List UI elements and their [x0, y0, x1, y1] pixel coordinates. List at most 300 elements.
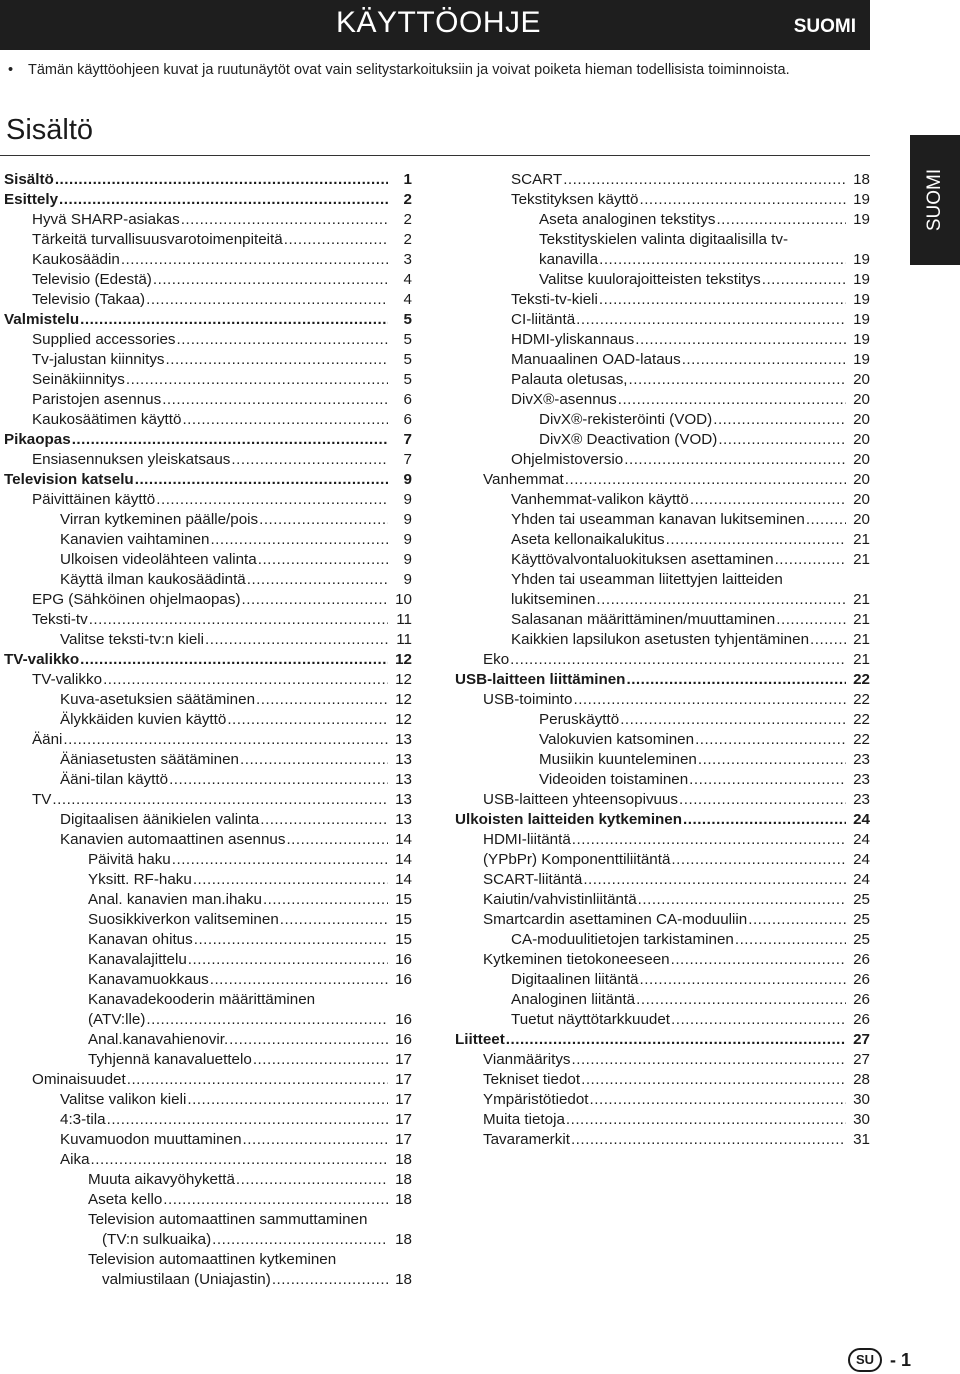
toc-entry-title: Hyvä SHARP-asiakas	[32, 211, 180, 228]
toc-entry-page: 13	[395, 791, 412, 808]
dot-leader	[80, 650, 388, 670]
toc-entry-title: USB-toiminto	[483, 691, 573, 708]
toc-entry	[4, 750, 412, 770]
toc-entry-title: HDMI-liitäntä	[483, 831, 571, 848]
toc-entry-page: 3	[403, 251, 412, 268]
toc-entry	[4, 370, 412, 390]
toc-entry-page: 21	[853, 651, 870, 668]
toc-entry-page: 30	[853, 1111, 870, 1128]
toc-entry-page: 19	[853, 251, 870, 268]
toc-entry-page: 20	[853, 411, 870, 428]
toc-entry	[4, 1110, 412, 1130]
toc-entry-title: Pikaopas	[4, 431, 71, 448]
toc-entry-page: 16	[395, 971, 412, 988]
toc-entry	[4, 230, 412, 250]
dot-leader	[576, 310, 846, 330]
toc-entry-page: 17	[395, 1071, 412, 1088]
toc-entry	[4, 1130, 412, 1150]
toc-entry	[4, 490, 412, 510]
toc-entry-page: 26	[853, 951, 870, 968]
notice-text: Tämän käyttöohjeen kuvat ja ruutunäytöt ovat vain selitystarkoituksiin ja voivat poiketa hieman todellisista toiminnoista.	[28, 62, 790, 78]
toc-entry-title: Aseta kello	[88, 1191, 163, 1208]
toc-entry-page: 19	[853, 191, 870, 208]
toc-entry	[4, 1010, 412, 1030]
dot-leader	[72, 430, 388, 450]
toc-entry-page: 20	[853, 371, 870, 388]
dot-leader	[55, 170, 388, 190]
toc-entry-title: Vianmääritys	[483, 1051, 571, 1068]
toc-entry	[455, 1070, 870, 1090]
toc-entry	[455, 490, 870, 510]
toc-entry-title: Ulkoisten laitteiden kytkeminen	[455, 811, 683, 828]
toc-entry	[4, 1170, 412, 1190]
toc-entry	[4, 350, 412, 370]
toc-entry-title: Palauta oletusas,	[511, 371, 628, 388]
dot-leader	[256, 690, 388, 710]
toc-entry	[455, 890, 870, 910]
dot-leader	[127, 1070, 388, 1090]
dot-leader	[272, 1270, 388, 1290]
toc-entry-title: USB-laitteen liittäminen	[455, 671, 626, 688]
dot-leader	[210, 970, 388, 990]
toc-entry-page: 17	[395, 1131, 412, 1148]
dot-leader	[748, 910, 846, 930]
toc-entry	[4, 430, 412, 450]
dot-leader	[690, 490, 846, 510]
dot-leader	[135, 470, 388, 490]
toc-entry	[455, 390, 870, 410]
toc-entry	[4, 890, 412, 910]
dot-leader	[121, 250, 388, 270]
toc-entry-page: 30	[853, 1091, 870, 1108]
toc-entry-page: 24	[853, 831, 870, 848]
toc-entry-title: DivX®-asennus	[511, 391, 617, 408]
toc-entry-page: 21	[853, 591, 870, 608]
dot-leader	[573, 690, 846, 710]
toc-entry-page: 19	[853, 311, 870, 328]
toc-entry-page: 13	[395, 811, 412, 828]
toc-entry-page: 2	[403, 211, 412, 228]
toc-entry-page: 13	[395, 751, 412, 768]
toc-entry-page: 26	[853, 971, 870, 988]
toc-entry	[4, 910, 412, 930]
toc-entry-title: Ensiasennuksen yleiskatsaus	[32, 451, 231, 468]
toc-entry-title: SCART-liitäntä	[483, 871, 583, 888]
dot-leader	[188, 950, 388, 970]
toc-entry	[4, 270, 412, 290]
toc-entry	[4, 610, 412, 630]
toc-entry-title: Ääni-tilan käyttö	[60, 771, 169, 788]
dot-leader	[671, 950, 846, 970]
toc-entry-title: Tuetut näyttötarkkuudet	[511, 1011, 671, 1028]
toc-entry	[4, 1270, 412, 1290]
toc-entry	[4, 630, 412, 650]
toc-entry-title: Ominaisuudet	[32, 1071, 126, 1088]
dot-leader	[682, 350, 846, 370]
dot-leader	[566, 1110, 846, 1130]
toc-entry	[455, 1030, 870, 1050]
dot-leader	[599, 250, 846, 270]
dot-leader	[263, 890, 388, 910]
toc-entry-title: Kytkeminen tietokoneeseen	[483, 951, 670, 968]
toc-entry-page: 14	[395, 871, 412, 888]
toc-entry-page: 18	[395, 1271, 412, 1288]
dot-leader	[231, 450, 388, 470]
toc-entry-title: SCART	[511, 171, 563, 188]
toc-entry-title: Musiikin kuunteleminen	[539, 751, 697, 768]
toc-entry-title: Ääni	[32, 731, 63, 748]
toc-entry	[4, 790, 412, 810]
toc-entry-title: Anal. kanavien man.ihaku	[88, 891, 262, 908]
toc-entry	[4, 990, 412, 1010]
toc-entry-page: 21	[853, 531, 870, 548]
toc-entry	[4, 450, 412, 470]
dot-leader	[689, 770, 846, 790]
toc-entry-page: 22	[853, 731, 870, 748]
dot-leader	[581, 1070, 846, 1090]
toc-entry-title: TV-valikko	[32, 671, 103, 688]
toc-entry	[455, 190, 870, 210]
document-title: KÄYTTÖOHJE	[336, 6, 542, 39]
dot-leader	[620, 710, 846, 730]
toc-entry	[455, 930, 870, 950]
toc-entry-page: 9	[403, 571, 412, 588]
side-tab-label: SUOMI	[924, 168, 945, 232]
toc-entry-page: 9	[403, 531, 412, 548]
dot-leader	[713, 410, 846, 430]
toc-entry-page: 6	[403, 391, 412, 408]
toc-entry-title: Kaiutin/vahvistinliitäntä	[483, 891, 637, 908]
dot-leader	[146, 1010, 388, 1030]
toc-entry-page: 2	[403, 231, 412, 248]
toc-entry-page: 16	[395, 1011, 412, 1028]
toc-entry-title: Television katselu	[4, 471, 134, 488]
toc-entry-page: 31	[853, 1131, 870, 1148]
toc-entry-page: 16	[395, 1031, 412, 1048]
dot-leader	[146, 290, 388, 310]
dot-leader	[671, 850, 846, 870]
toc-entry-page: 27	[853, 1051, 870, 1068]
toc-entry-title: Kanavan ohitus	[88, 931, 193, 948]
dot-leader	[510, 650, 846, 670]
toc-entry-title: Kaikkien lapsilukon asetusten tyhjentäminen	[511, 631, 810, 648]
toc-entry-title: Valitse valikon kieli	[60, 1091, 187, 1108]
dot-leader	[626, 670, 846, 690]
toc-entry-title: Vanhemmat-valikon käyttö	[511, 491, 689, 508]
dot-leader	[572, 1050, 846, 1070]
toc-entry	[4, 930, 412, 950]
dot-leader	[716, 210, 846, 230]
dot-leader	[565, 470, 846, 490]
toc-entry	[4, 210, 412, 230]
toc-entry-page: 23	[853, 791, 870, 808]
toc-entry-page: 9	[403, 471, 412, 488]
page-number: - 1	[890, 1349, 912, 1370]
toc-entry-title: Digitaalisen äänikielen valinta	[60, 811, 260, 828]
toc-entry-page: 20	[853, 471, 870, 488]
toc-entry	[455, 830, 870, 850]
toc-entry-title: Kuva-asetuksien säätäminen	[60, 691, 256, 708]
toc-entry	[4, 710, 412, 730]
dot-leader	[205, 630, 388, 650]
toc-entry-title: Kuvamuodon muuttaminen	[60, 1131, 242, 1148]
dot-leader	[284, 230, 388, 250]
toc-entry-page: 13	[395, 731, 412, 748]
toc-entry	[4, 530, 412, 550]
toc-entry	[455, 550, 870, 570]
toc-entry-title: Suosikkiverkon valitseminen	[88, 911, 279, 928]
toc-entry	[4, 950, 412, 970]
toc-entry	[455, 810, 870, 830]
toc-entry-title: 4:3-tila	[60, 1111, 106, 1128]
dot-leader	[506, 1030, 846, 1050]
toc-entry-page: 28	[853, 1071, 870, 1088]
toc-entry	[455, 330, 870, 350]
dot-leader	[775, 550, 846, 570]
toc-entry-page: 14	[395, 851, 412, 868]
toc-entry-page: 7	[403, 431, 412, 448]
dot-leader	[762, 270, 846, 290]
toc-entry-title: Valitse teksti-tv:n kieli	[60, 631, 205, 648]
toc-entry-title: Digitaalinen liitäntä	[511, 971, 639, 988]
toc-entry-title: Anal.kanavahienovir.	[88, 1031, 229, 1048]
toc-entry-title: Liitteet	[455, 1031, 505, 1048]
dot-leader	[229, 1030, 388, 1050]
toc-entry	[4, 730, 412, 750]
toc-entry-page: 25	[853, 891, 870, 908]
toc-entry	[455, 1090, 870, 1110]
dot-leader	[89, 610, 388, 630]
dot-leader	[571, 1130, 846, 1150]
toc-entry-page: 17	[395, 1051, 412, 1068]
toc-right-column	[455, 170, 870, 1150]
toc-entry	[455, 410, 870, 430]
toc-entry	[455, 790, 870, 810]
dot-leader	[286, 830, 388, 850]
toc-entry-title: (YPbPr) Komponenttiliitäntä	[483, 851, 671, 868]
toc-entry-title: Manuaalinen OAD-lataus	[511, 351, 681, 368]
toc-entry-title: Tavaramerkit	[483, 1131, 570, 1148]
dot-leader	[280, 910, 388, 930]
toc-entry-page: 15	[395, 911, 412, 928]
toc-entry-title: Ulkoisen videolähteen valinta	[60, 551, 257, 568]
toc-entry-title: Eko	[483, 651, 510, 668]
toc-entry-title: Tekstityksen käyttö	[511, 191, 639, 208]
toc-entry-page: 22	[853, 711, 870, 728]
toc-entry-title: Televisio (Takaa)	[32, 291, 146, 308]
toc-entry	[4, 390, 412, 410]
toc-entry	[455, 1110, 870, 1130]
toc-entry-title: TV	[32, 791, 52, 808]
toc-entry-title: Aika	[60, 1151, 90, 1168]
dot-leader	[80, 310, 388, 330]
dot-leader	[718, 430, 846, 450]
toc-entry-page: 16	[395, 951, 412, 968]
dot-leader	[671, 1010, 846, 1030]
dot-leader	[91, 1150, 388, 1170]
toc-entry	[455, 910, 870, 930]
toc-entry-page: 19	[853, 271, 870, 288]
toc-entry-title: Kanavadekooderin määrittäminen	[88, 991, 316, 1008]
toc-entry-title: Tärkeitä turvallisuusvarotoimenpiteitä	[32, 231, 283, 248]
toc-entry-title: Tekniset tiedot	[483, 1071, 581, 1088]
toc-entry-page: 23	[853, 751, 870, 768]
toc-entry	[4, 570, 412, 590]
toc-entry-page: 12	[395, 651, 412, 668]
toc-entry-page: 5	[403, 371, 412, 388]
toc-entry-page: 4	[403, 291, 412, 308]
toc-entry	[455, 690, 870, 710]
toc-entry	[4, 1030, 412, 1050]
toc-entry-page: 12	[395, 691, 412, 708]
dot-leader	[735, 930, 846, 950]
toc-entry-page: 5	[403, 311, 412, 328]
toc-entry	[4, 830, 412, 850]
dot-leader	[666, 530, 846, 550]
toc-entry-title: Ääniasetusten säätäminen	[60, 751, 239, 768]
dot-leader	[636, 990, 846, 1010]
toc-entry-page: 18	[395, 1231, 412, 1248]
dot-leader	[806, 510, 846, 530]
dot-leader	[166, 350, 388, 370]
toc-entry	[455, 250, 870, 270]
dot-leader	[103, 670, 388, 690]
toc-entry-page: 15	[395, 931, 412, 948]
toc-entry	[4, 590, 412, 610]
dot-leader	[181, 210, 388, 230]
toc-entry-title: Supplied accessories	[32, 331, 176, 348]
toc-entry-title: Kaukosäätimen käyttö	[32, 411, 182, 428]
toc-entry-page: 6	[403, 411, 412, 428]
toc-entry-page: 21	[853, 611, 870, 628]
toc-entry-title: Seinäkiinnitys	[32, 371, 125, 388]
toc-entry-title: lukitseminen	[511, 591, 596, 608]
dot-leader	[243, 1130, 388, 1150]
toc-entry-page: 18	[395, 1191, 412, 1208]
dot-leader	[640, 970, 847, 990]
toc-entry-page: 11	[396, 631, 412, 648]
dot-leader	[810, 630, 846, 650]
toc-entry-page: 20	[853, 431, 870, 448]
toc-entry	[455, 1010, 870, 1030]
dot-leader	[193, 870, 388, 890]
toc-entry-title: Aseta analoginen tekstitys	[539, 211, 716, 228]
toc-entry	[4, 690, 412, 710]
dot-leader	[563, 170, 846, 190]
bullet-icon: •	[8, 62, 14, 78]
toc-entry-title: Tv-jalustan kiinnitys	[32, 351, 165, 368]
toc-entry-title: Teksti-tv	[32, 611, 88, 628]
toc-entry-page: 26	[853, 1011, 870, 1028]
section-title: Sisältö	[6, 114, 94, 146]
toc-entry-title: Videoiden toistaminen	[539, 771, 689, 788]
toc-entry-title: TV-valikko	[4, 651, 80, 668]
toc-entry	[4, 1070, 412, 1090]
toc-entry	[4, 1050, 412, 1070]
toc-entry-page: 27	[853, 1031, 870, 1048]
toc-entry	[4, 1150, 412, 1170]
toc-entry-page: 21	[853, 631, 870, 648]
toc-entry	[455, 650, 870, 670]
toc-entry-title: Yhden tai useamman kanavan lukitseminen	[511, 511, 805, 528]
toc-entry	[455, 370, 870, 390]
toc-entry-page: 9	[403, 551, 412, 568]
dot-leader	[182, 410, 388, 430]
dot-leader	[259, 510, 388, 530]
toc-entry-title: Kanavalajittelu	[88, 951, 187, 968]
toc-entry-page: 18	[853, 171, 870, 188]
dot-leader	[629, 370, 846, 390]
dot-leader	[599, 290, 846, 310]
toc-entry	[4, 190, 412, 210]
toc-entry	[4, 310, 412, 330]
toc-entry-page: 12	[395, 711, 412, 728]
toc-entry	[455, 730, 870, 750]
toc-entry-title: Tyhjennä kanavaluettelo	[88, 1051, 252, 1068]
toc-entry	[455, 1130, 870, 1150]
dot-leader	[210, 530, 388, 550]
toc-entry	[455, 350, 870, 370]
toc-entry	[4, 970, 412, 990]
toc-entry-page: 21	[853, 551, 870, 568]
toc-entry-title: Yksitt. RF-haku	[88, 871, 192, 888]
toc-entry-title: Paristojen asennus	[32, 391, 162, 408]
dot-leader	[52, 790, 388, 810]
toc-entry	[4, 670, 412, 690]
dot-leader	[624, 450, 846, 470]
header-language-label: SUOMI	[793, 16, 856, 37]
toc-entry-title: Päivitä haku	[88, 851, 171, 868]
toc-entry-page: 25	[853, 911, 870, 928]
toc-entry-title: Esittely	[4, 191, 59, 208]
toc-entry-page: 24	[853, 851, 870, 868]
toc-entry-page: 20	[853, 491, 870, 508]
toc-entry-title: Television automaattinen kytkeminen	[88, 1251, 337, 1268]
toc-entry	[455, 950, 870, 970]
toc-entry-page: 5	[403, 331, 412, 348]
toc-entry	[4, 550, 412, 570]
toc-entry-page: 24	[853, 871, 870, 888]
toc-entry-title: (ATV:lle)	[88, 1011, 146, 1028]
toc-entry-page: 10	[395, 591, 412, 608]
dot-leader	[683, 810, 846, 830]
dot-leader	[162, 390, 388, 410]
toc-entry-page: 13	[395, 771, 412, 788]
toc-entry	[4, 1230, 412, 1250]
toc-entry-page: 19	[853, 351, 870, 368]
toc-entry	[455, 170, 870, 190]
side-language-tab	[910, 135, 960, 265]
toc-entry	[455, 870, 870, 890]
toc-entry-page: 20	[853, 451, 870, 468]
toc-entry-page: 17	[395, 1091, 412, 1108]
toc-entry-title: Muuta aikavyöhykettä	[88, 1171, 235, 1188]
toc-entry	[455, 210, 870, 230]
toc-entry-page: 9	[403, 511, 412, 528]
toc-entry-title: Ohjelmistoversio	[511, 451, 624, 468]
toc-entry	[4, 1210, 412, 1230]
dot-leader	[63, 730, 388, 750]
toc-entry-page: 25	[853, 931, 870, 948]
toc-entry-title: Vanhemmat	[483, 471, 564, 488]
toc-entry	[4, 650, 412, 670]
toc-entry-title: DivX® Deactivation (VOD)	[539, 431, 718, 448]
toc-entry-title: (TV:n sulkuaika)	[102, 1231, 212, 1248]
toc-entry	[455, 310, 870, 330]
dot-leader	[194, 930, 388, 950]
toc-entry-title: Sisältö	[4, 171, 54, 188]
toc-entry	[455, 430, 870, 450]
